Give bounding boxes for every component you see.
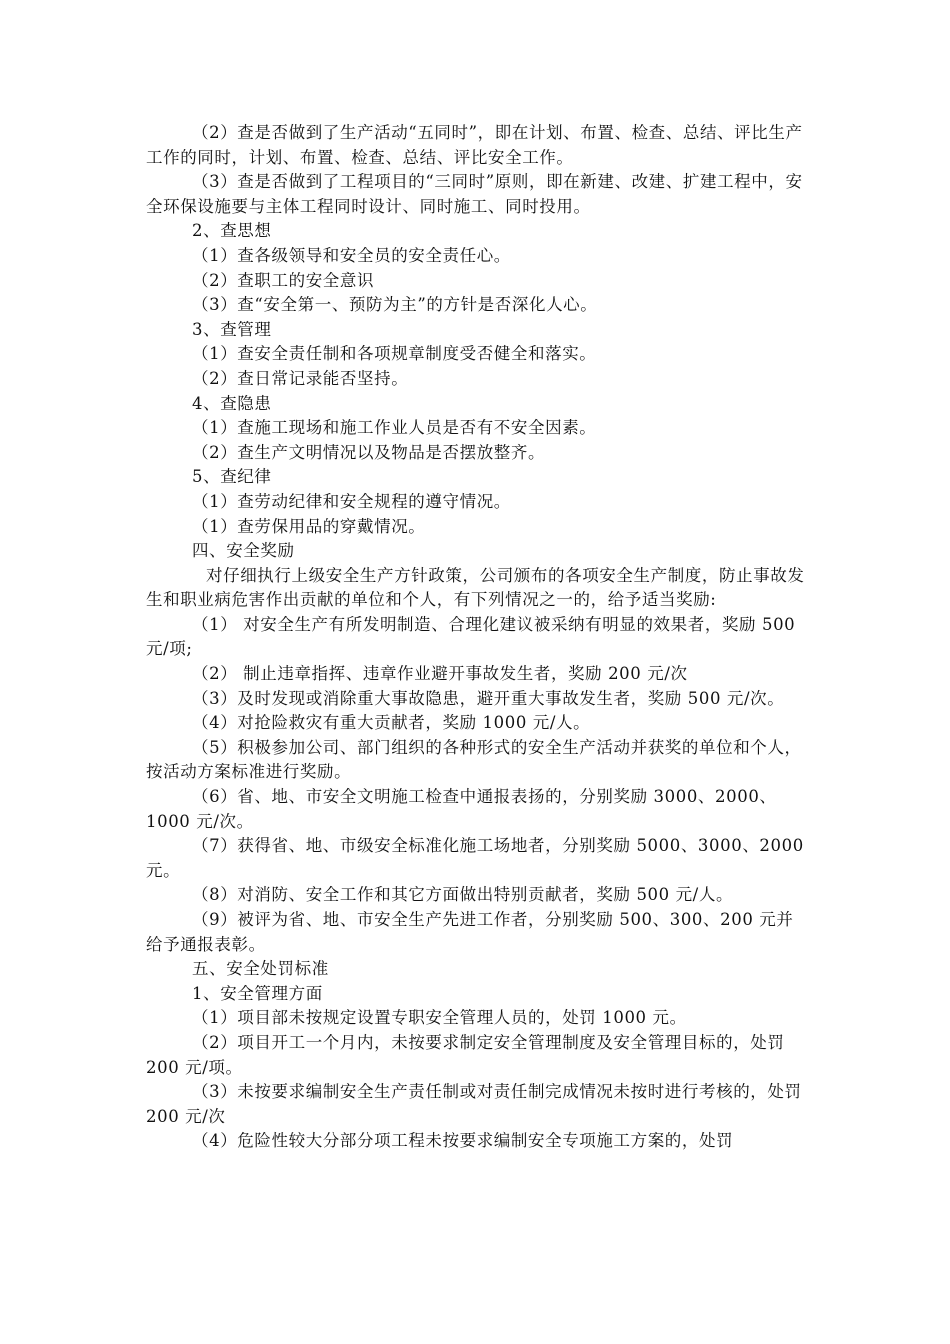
paragraph: （2）项目开工一个月内，未按要求制定安全管理制度及安全管理目标的，处罚 200 元/项。 bbox=[146, 1032, 785, 1077]
paragraph: （7）获得省、地、市级安全标准化施工场地者，分别奖励 5000、3000、2000 元。 bbox=[146, 836, 804, 880]
paragraph: （1）查安全责任制和各项规章制度受否健全和落实。 bbox=[192, 344, 597, 364]
paragraph: （6）省、地、市安全文明施工检查中通报表扬的，分别奖励 3000、2000、1000 元/次。 bbox=[146, 787, 777, 831]
paragraph: （1）查施工现场和施工作业人员是否有不安全因素。 bbox=[192, 418, 597, 438]
paragraph: （4）危险性较大分部分项工程未按要求编制安全专项施工方案的，处罚 bbox=[192, 1131, 734, 1151]
section-heading: 5、查纪律 bbox=[192, 467, 272, 487]
paragraph: （2）查职工的安全意识 bbox=[192, 270, 375, 290]
paragraph: （1）项目部未按规定设置专职安全管理人员的，处罚 1000 元。 bbox=[192, 1008, 687, 1028]
paragraph: （1）查劳动纪律和安全规程的遵守情况。 bbox=[192, 491, 511, 511]
paragraph: （2）查生产文明情况以及物品是否摆放整齐。 bbox=[192, 442, 546, 462]
paragraph: （8）对消防、安全工作和其它方面做出特别贡献者，奖励 500 元/人。 bbox=[192, 885, 734, 905]
section-heading: 3、查管理 bbox=[192, 319, 272, 339]
paragraph: （1）查各级领导和安全员的安全责任心。 bbox=[192, 245, 511, 265]
chapter-heading: 五、安全处罚标准 bbox=[192, 959, 329, 979]
chapter-heading: 四、安全奖励 bbox=[192, 541, 295, 561]
section-heading: 4、查隐患 bbox=[192, 393, 272, 413]
paragraph: （1） 对安全生产有所发明制造、合理化建议被采纳有明显的效果者，奖励 500 元/项; bbox=[146, 614, 796, 659]
paragraph: （4）对抢险救灾有重大贡献者，奖励 1000 元/人。 bbox=[192, 713, 591, 733]
document-body bbox=[146, 121, 806, 1154]
paragraph: （2）查是否做到了生产活动“五同时”，即在计划、布置、检查、总结、评比生产工作的同时，计划、布置、检查、总结、评比安全工作。 bbox=[146, 123, 803, 167]
paragraph: （2） 制止违章指挥、违章作业避开事故发生者，奖励 200 元/次 bbox=[192, 664, 688, 684]
paragraph: 对仔细执行上级安全生产方针政策，公司颁布的各项安全生产制度，防止事故发生和职业病危害作出贡献的单位和个人，有下列情况之一的，给予适当奖励: bbox=[146, 565, 805, 610]
section-heading: 2、查思想 bbox=[192, 221, 272, 241]
paragraph: （5）积极参加公司、部门组织的各种形式的安全生产活动并获奖的单位和个人，按活动方案标准进行奖励。 bbox=[146, 737, 802, 782]
paragraph: （3）查“安全第一、预防为主”的方针是否深化人心。 bbox=[192, 295, 598, 315]
paragraph: （2）查日常记录能否坚持。 bbox=[192, 368, 409, 388]
paragraph: （3）及时发现或消除重大事故隐患，避开重大事故发生者，奖励 500 元/次。 bbox=[192, 688, 785, 708]
paragraph: （1）查劳保用品的穿戴情况。 bbox=[192, 516, 426, 536]
section-heading: 1、安全管理方面 bbox=[192, 983, 323, 1003]
paragraph: （3）未按要求编制安全生产责任制或对责任制完成情况未按时进行考核的，处罚 200 元/次 bbox=[146, 1082, 802, 1126]
paragraph: （3）查是否做到了工程项目的“三同时”原则，即在新建、改建、扩建工程中，安全环保设施要与主体工程同时设计、同时施工、同时投用。 bbox=[146, 172, 803, 216]
paragraph: （9）被评为省、地、市安全生产先进工作者，分别奖励 500、300、200 元并给予通报表彰。 bbox=[146, 910, 794, 954]
